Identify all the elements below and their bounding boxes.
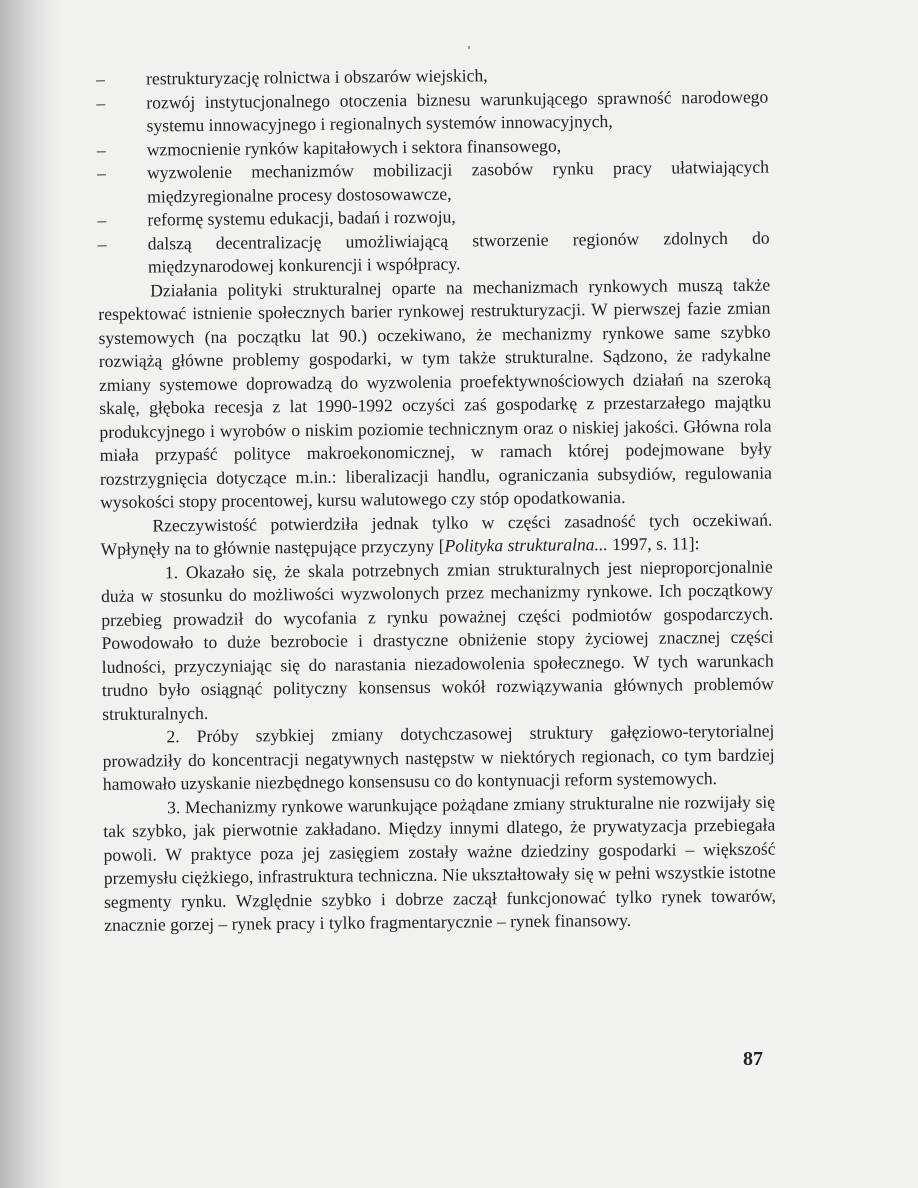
citation-rest: 1997, s. 11]: bbox=[607, 533, 700, 555]
list-item bbox=[98, 226, 770, 279]
binding-shadow bbox=[0, 0, 62, 1188]
page-number: 87 bbox=[743, 1048, 763, 1070]
dash-marker: – bbox=[96, 92, 106, 113]
list-item-text: wyzwolenie mechanizmów mobilizacji zasobów rynku pracy ułatwiających międzyregionalne procesy dostosowawcze, bbox=[146, 156, 770, 207]
list-item-text: wzmocnienie rynków kapitałowych i sektora finansowego, bbox=[146, 135, 562, 160]
dash-marker: – bbox=[96, 162, 106, 183]
list-item bbox=[96, 85, 768, 138]
numbered-point-3: 3. Mechanizmy rynkowe warunkujące pożądane zmiany strukturalne nie rozwijały się tak szybko, jak pierwotnie zakładano. Między innymi dlatego, że prywatyzacja przebiegała powoli. W praktyce poza jej zasięgiem zostały ważne dziedziny gospodarki – większość przemysłu ciężkiego, infrastruktura techniczna. Nie ukształtowały się w pełni wszystkie istotne segmenty rynku. Względnie szybko i dobrze zaczął funkcjonować tylko rynek towarów, znacznie gorzej – rynek pracy i tylko fragmentarycznie – rynek finansowy. bbox=[103, 791, 777, 935]
dash-marker: – bbox=[97, 209, 107, 230]
dash-marker: – bbox=[96, 139, 106, 160]
scan-speck bbox=[468, 46, 470, 49]
reality-text: Rzeczywistość potwierdziła jednak tylko w części zasadność tych oczekiwań. Wpłynęły na to głównie następujące przyczyny [ bbox=[100, 509, 773, 559]
list-item-text: reformę systemu edukacji, badań i rozwoju, bbox=[147, 206, 456, 230]
paragraph-reality bbox=[100, 508, 772, 561]
book-page bbox=[96, 62, 776, 938]
paragraph-structural-policy: Działania polityki strukturalnej oparte na mechanizmach rynkowych muszą także respektować istnienie społecznych barier rynkowej restrukturyzacji. W pierwszej fazie zmian systemowych (na początku lat 90.) oczekiwano, że mechanizmy rynkowe same szybko rozwiążą główne problemy gospodarki, w tym także strukturalne. Sądzono, że radykalne zmiany systemowe doprowadzą do wyzwolenia proefektywnościowych działań na szeroką skalę, głęboka recesja z lat 1990-1992 oczyści zaś gospodarkę z przestarzałego majątku produkcyjnego i wyrobów o niskim poziomie technicznym oraz o niskiej jakości. Główna rola miała przypaść polityce makroekonomicznej, w ramach której podejmowane były rozstrzygnięcia dotyczące m.in.: liberalizacji handlu, ograniczania subsydiów, regulowania wysokości stopy procentowej, kursu walutowego czy stóp opodatkowania. bbox=[98, 274, 773, 512]
list-item-text: restrukturyzację rolnictwa i obszarów wiejskich, bbox=[146, 65, 488, 89]
citation-title: Polityka strukturalna... bbox=[444, 534, 608, 556]
dash-marker: – bbox=[96, 68, 105, 89]
list-item-text: dalszą decentralizację umożliwiającą stworzenie regionów zdolnych do międzynarodowej konkurencji i współpracy. bbox=[147, 227, 770, 277]
list-item bbox=[97, 156, 769, 209]
dash-marker: – bbox=[97, 233, 107, 254]
list-item-text: rozwój instytucjonalnego otoczenia biznesu warunkującego sprawność narodowego systemu innowacyjnego i regionalnych systemów innowacyjnych, bbox=[146, 86, 769, 136]
numbered-point-1: 1. Okazało się, że skala potrzebnych zmian strukturalnych jest nieproporcjonalnie duża w stosunku do możliwości wyzwolonych przez mechanizmy rynkowe. Ich początkowy przebieg prowadził do wycofania z rynku poważnej części podmiotów gospodarczych. Powodowało to duże bezrobocie i drastyczne obniżenie stopy życiowej znacznej części ludności, przyczyniając się do narastania niezadowolenia społecznego. W tych warunkach trudno było osiągnąć polityczny konsensus wokół rozwiązywania głównych problemów strukturalnych. bbox=[100, 556, 775, 724]
bullet-list bbox=[96, 62, 770, 280]
numbered-point-2: 2. Próby szybkiej zmiany dotychczasowej struktury gałęziowo-terytorialnej prowadziły do koncentracji negatywnych następstw w niektórych regionach, co tym bardziej hamowało uzyskanie niezbędnego konsensusu co do kontynuacji reform systemowych. bbox=[102, 720, 775, 794]
